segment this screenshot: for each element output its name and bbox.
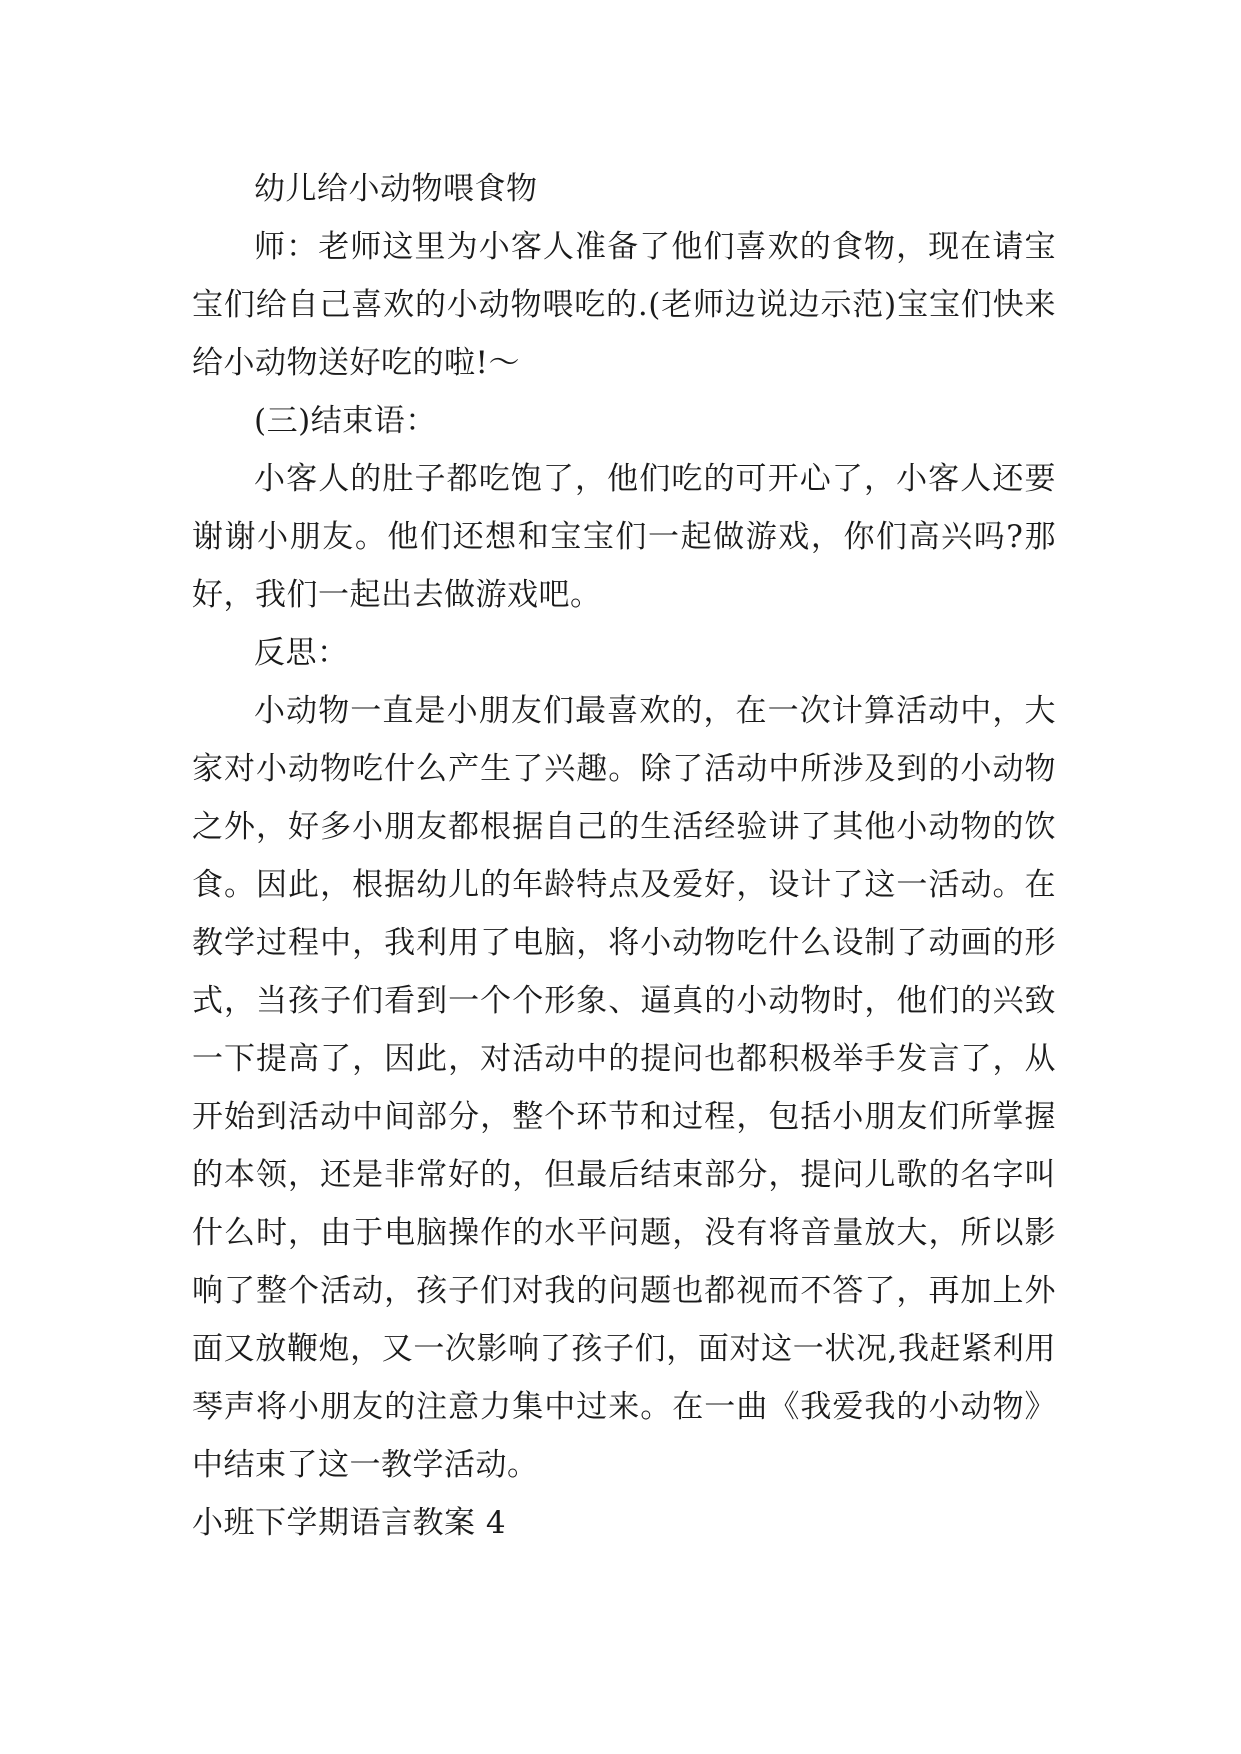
paragraph-reflection-heading: 反思： (254, 635, 349, 671)
paragraph-teacher-instruction: 师：老师这里为小客人准备了他们喜欢的食物，现在请宝宝们给自己喜欢的小动物喂吃的.(老师边说边示范)宝宝们快来给小动物送好吃的啦!～ (192, 229, 1056, 381)
paragraph-feeding-title: 幼儿给小动物喂食物 (254, 171, 538, 207)
paragraph-closing-text: 小客人的肚子都吃饱了，他们吃的可开心了，小客人还要谢谢小朋友。他们还想和宝宝们一起做游戏，你们高兴吗?那好，我们一起出去做游戏吧。 (192, 461, 1056, 613)
document-body (192, 160, 1056, 1552)
section-heading: 小班下学期语言教案 4 (192, 1505, 507, 1541)
paragraph-reflection-text: 小动物一直是小朋友们最喜欢的，在一次计算活动中，大家对小动物吃什么产生了兴趣。除了活动中所涉及到的小动物之外，好多小朋友都根据自己的生活经验讲了其他小动物的饮食。因此，根据幼儿的年龄特点及爱好，设计了这一活动。在教学过程中，我利用了电脑，将小动物吃什么设制了动画的形式，当孩子们看到一个个形象、逼真的小动物时，他们的兴致一下提高了，因此，对活动中的提问也都积极举手发言了，从开始到活动中间部分，整个环节和过程，包括小朋友们所掌握的本领，还是非常好的，但最后结束部分，提问儿歌的名字叫什么时，由于电脑操作的水平问题，没有将音量放大，所以影响了整个活动，孩子们对我的问题也都视而不答了，再加上外面又放鞭炮，又一次影响了孩子们，面对这一状况,我赶紧利用琴声将小朋友的注意力集中过来。在一曲《我爱我的小动物》中结束了这一教学活动。 (192, 693, 1056, 1483)
paragraph-closing-heading: (三)结束语： (254, 403, 437, 439)
